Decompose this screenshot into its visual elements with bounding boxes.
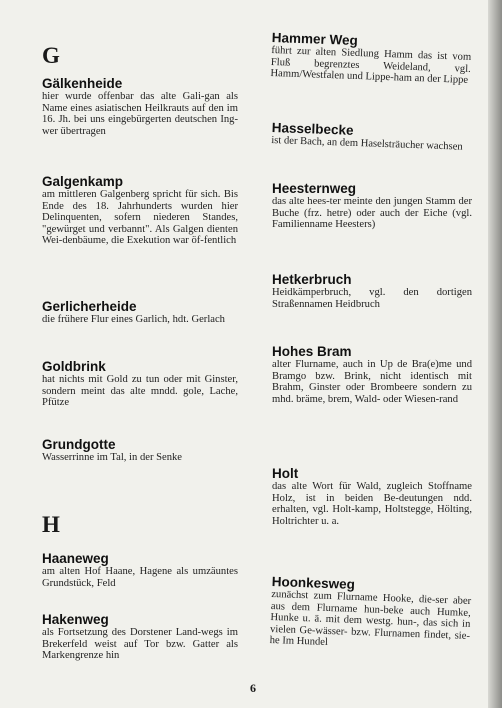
entry-title: Haaneweg bbox=[42, 551, 109, 566]
entry-text: die frühere Flur eines Garlich, hdt. Gerlach bbox=[42, 314, 225, 325]
entry-title: Holt bbox=[272, 466, 299, 481]
entry-text: Heidkämperbruch, vgl. den dortigen Straßennamen Heidbruch bbox=[272, 287, 472, 310]
entry-text: zunächst zum Flurname Hooke, die-ser aber aus dem Flurname hun-beke auch Humke, Hunke u. ä. mit dem westg. hun-, das sich in vielen Ge-wässer- bzw. Flurnamen findet, sie-he Im Hundel bbox=[269, 588, 472, 649]
entry-title: Galgenkamp bbox=[42, 174, 124, 189]
entry-gaelkenheide bbox=[42, 76, 238, 137]
page-number: 6 bbox=[250, 681, 256, 695]
entry-gerlicherheide bbox=[42, 299, 238, 326]
entry-text: am alten Hof Haane, Hagene als umzäuntes Grundstück, Feld bbox=[42, 566, 238, 589]
page-edge-shadow bbox=[488, 0, 502, 708]
entry-holt bbox=[272, 466, 472, 527]
entry-grundgotte bbox=[42, 437, 238, 464]
entry-hoonkesweg bbox=[269, 574, 471, 654]
entry-hasselbecke bbox=[271, 120, 472, 154]
entry-hakenweg bbox=[42, 612, 238, 662]
entry-title: Hohes Bram bbox=[272, 344, 352, 359]
entry-hohes-bram bbox=[272, 344, 472, 405]
entry-title: Heesternweg bbox=[272, 181, 357, 196]
entry-title: Hakenweg bbox=[42, 612, 109, 627]
entry-goldbrink bbox=[42, 359, 238, 409]
entry-text: am mittleren Galgenberg spricht für sich. Bis Ende des 18. Jahrhunderts wurden hier Delinquenten, sofern niederen Standes, "gewürget und verbannt". Als Galgen dienten Wei-denbäume, die Exekution war öf-fentlich bbox=[42, 189, 238, 247]
section-letter-h: H bbox=[42, 512, 60, 537]
entry-title: Gerlicherheide bbox=[42, 299, 137, 314]
entry-text: das alte hees-ter meinte den jungen Stamm der Buche (frz. hetre) oder auch der Eiche (vgl. Familienname Heesters) bbox=[272, 196, 472, 231]
entry-text: als Fortsetzung des Dorstener Land-wegs im Brekerfeld weist auf Tor bzw. Gatter als Markengrenze hin bbox=[42, 627, 238, 662]
entry-text: alter Flurname, auch in Up de Bra(e)me und Bramgo bzw. Brink, nicht identisch mit Brahm, Ginster oder Brombeere sondern zu mhd. bräme, brem, Wald- oder Wiesen-rand bbox=[272, 359, 472, 405]
entry-heesternweg bbox=[272, 181, 472, 231]
entry-hetkerbruch bbox=[272, 272, 472, 310]
entry-title: Hoonkesweg bbox=[271, 574, 356, 592]
entry-haaneweg bbox=[42, 551, 238, 589]
entry-title: Goldbrink bbox=[42, 359, 106, 374]
entry-text: hat nichts mit Gold zu tun oder mit Ginster, sondern meint das alte mndd. gole, Lache, Pfütze bbox=[42, 374, 238, 409]
entry-title: Gälkenheide bbox=[42, 76, 123, 91]
entry-title: Hetkerbruch bbox=[272, 272, 352, 287]
entry-text: Wasserrinne im Tal, in der Senke bbox=[42, 452, 183, 463]
entry-text: das alte Wort für Wald, zugleich Stoffname Holz, ist in beiden Be-deutungen ndd. erhalten, vgl. Holt-kamp, Holtstegge, Hölting, Holtrichter u. a. bbox=[272, 481, 472, 527]
entry-title: Hammer Weg bbox=[271, 30, 358, 48]
entry-hammer-weg bbox=[270, 30, 472, 87]
entry-text: hier wurde offenbar das alte Gali-gan als Name eines asiatischen Heilkrauts auf den im 16. Jh. bei uns eingebürgerten deutschen Ing-wer übertragen bbox=[42, 91, 238, 137]
section-letter-g: G bbox=[42, 43, 60, 68]
entry-title: Grundgotte bbox=[42, 437, 116, 452]
entry-galgenkamp bbox=[42, 174, 238, 247]
entry-text: ist der Bach, an dem Haselsträucher wachsen bbox=[271, 134, 463, 153]
entry-title: Hasselbecke bbox=[271, 120, 354, 138]
entry-text: führt zur alten Siedlung Hamm das ist vom Fluß begrenztes Weideland, vgl. Hamm/Westfalen und Lippe-ham an der Lippe bbox=[270, 44, 472, 87]
